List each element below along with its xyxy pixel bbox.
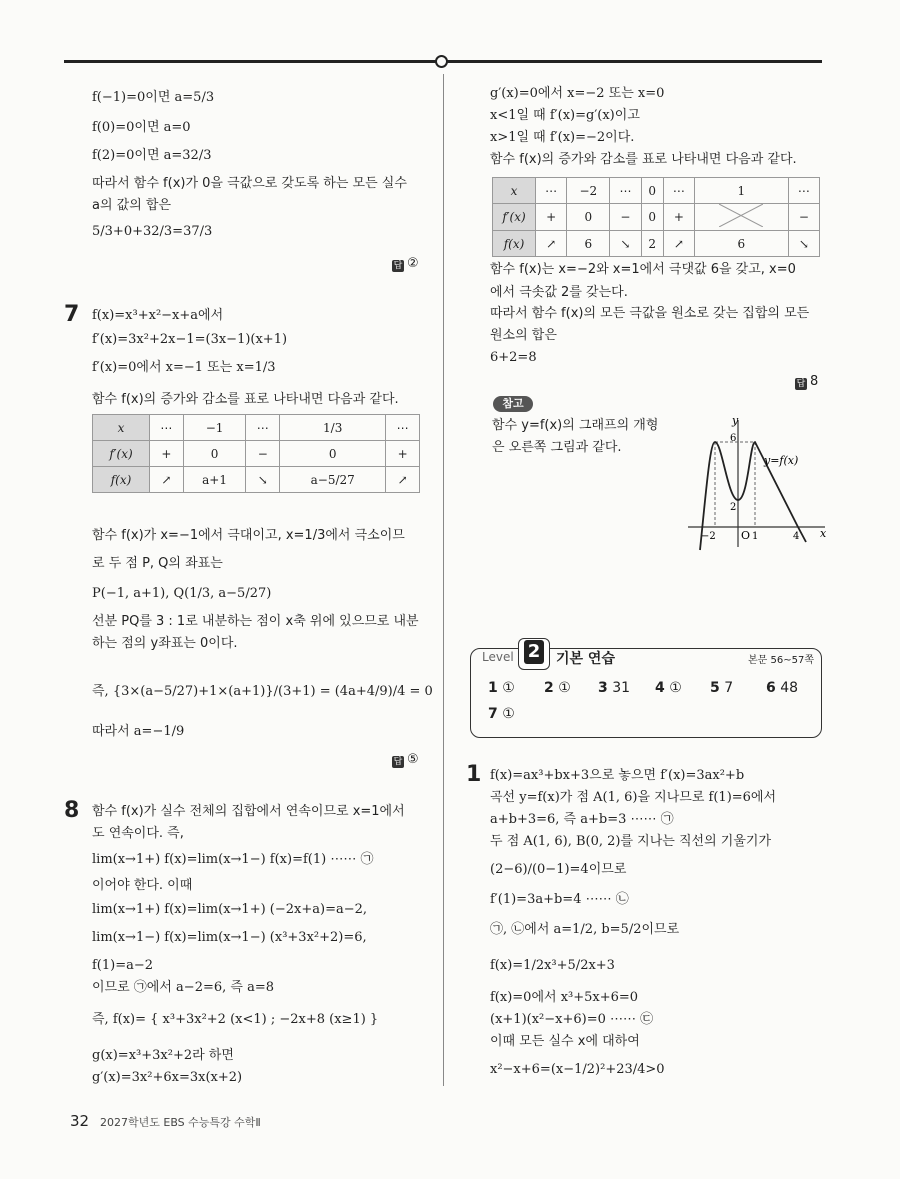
text-line: f(2)=0이면 a=32/3 [92, 148, 212, 163]
table-cell: + [536, 204, 567, 231]
table-cell: x [93, 415, 150, 441]
answer-box-icon: 답 [393, 757, 403, 767]
table-row [493, 178, 820, 204]
list-item [710, 680, 733, 696]
y-axis-label: y [732, 414, 739, 427]
text-line: x>1일 때 f′(x)=−2이다. [490, 130, 635, 145]
text-line: 에서 극솟값 2를 갖는다. [490, 285, 628, 300]
tick-label: −2 [701, 531, 716, 542]
column-divider [443, 74, 444, 1086]
curve-label: y=f(x) [764, 454, 799, 467]
text-line: 선분 PQ를 3 : 1로 내분하는 점이 x축 위에 있으므로 내분 [92, 614, 419, 629]
top-rule-dot [435, 55, 448, 68]
text-line: a의 값의 합은 [92, 198, 172, 213]
tick-label: 6 [730, 433, 737, 444]
item-answer: 48 [780, 680, 799, 696]
table-cell: 6 [567, 231, 610, 257]
level-title: 기본 연습 [556, 651, 615, 667]
text-line: lim(x→1−) f(x)=lim(x→1−) (x³+3x²+2)=6, [92, 930, 367, 945]
variation-table-7 [92, 414, 420, 493]
table-cell: 0 [641, 178, 663, 204]
table-cell: x [493, 178, 536, 204]
text-line: 로 두 점 P, Q의 좌표는 [92, 556, 223, 571]
table-cell: 2 [641, 231, 663, 257]
table-row [93, 415, 420, 441]
item-answer: ① [502, 680, 515, 696]
text-line: 원소의 합은 [490, 328, 557, 343]
page-number: 32 [70, 1112, 90, 1130]
table-cell: f′(x) [493, 204, 536, 231]
table-cell: ↘ [246, 467, 280, 493]
text-line: 즉, f(x)= { x³+3x²+2 (x<1) ; −2x+8 (x≥1) } [92, 1012, 379, 1027]
list-item [544, 680, 571, 696]
text-line: x<1일 때 f′(x)=g′(x)이고 [490, 108, 640, 123]
text-line: 이므로 ㉠에서 a−2=6, 즉 a=8 [92, 980, 275, 995]
table-cell: − [788, 204, 819, 231]
table-cell: f(x) [493, 231, 536, 257]
text-line: (x+1)(x²−x+6)=0 ⋯⋯ ㉢ [490, 1012, 654, 1027]
table-cell: 6 [694, 231, 788, 257]
text-line: f(1)=a−2 [92, 958, 154, 973]
table-cell: ⋯ [536, 178, 567, 204]
text-line: 함수 f(x)가 실수 전체의 집합에서 연속이므로 x=1에서 [92, 804, 405, 819]
table-cell: 0 [280, 441, 386, 467]
text-line: 은 오른쪽 그림과 같다. [492, 440, 622, 455]
item-number: 6 [766, 680, 776, 696]
table-row [493, 231, 820, 257]
answer-value: ⑤ [407, 752, 419, 767]
table-cell: ⋯ [150, 415, 184, 441]
table-cell: 0 [641, 204, 663, 231]
text-line: 함수 f(x)가 x=−1에서 극대이고, x=1/3에서 극소이므 [92, 528, 405, 543]
problem-number: 8 [64, 798, 80, 823]
text-line: f′(1)=3a+b=4 ⋯⋯ ㉡ [490, 892, 629, 907]
text-line: ㉠, ㉡에서 a=1/2, b=5/2이므로 [490, 922, 680, 937]
text-line: f′(x)=0에서 x=−1 또는 x=1/3 [92, 360, 276, 375]
table-cell: ⋯ [386, 415, 420, 441]
tick-label: 1 [752, 531, 759, 542]
table-cell: f(x) [93, 467, 150, 493]
table-cell: ↘ [788, 231, 819, 257]
table-cell-crossed [694, 204, 788, 231]
table-cell: ↗ [536, 231, 567, 257]
text-line: 따라서 함수 f(x)의 모든 극값을 원소로 갖는 집합의 모든 [490, 306, 810, 321]
table-cell: + [150, 441, 184, 467]
answer-box-icon: 답 [393, 261, 403, 271]
list-item [488, 706, 515, 722]
function-graph [680, 412, 830, 552]
table-cell: ↗ [386, 467, 420, 493]
text-line: 곡선 y=f(x)가 점 A(1, 6)을 지나므로 f(1)=6에서 [490, 790, 777, 805]
table-cell: ↗ [663, 231, 694, 257]
table-cell: − [610, 204, 641, 231]
item-number: 2 [544, 680, 554, 696]
list-item [766, 680, 798, 696]
book-title: 2027학년도 EBS 수능특강 수학Ⅱ [100, 1116, 261, 1129]
table-cell: a−5/27 [280, 467, 386, 493]
text-line: x²−x+6=(x−1/2)²+23/4>0 [490, 1062, 665, 1077]
tick-label: 4 [793, 531, 800, 542]
text-line: g′(x)=0에서 x=−2 또는 x=0 [490, 86, 665, 101]
text-line: 따라서 a=−1/9 [92, 724, 185, 739]
item-answer: ① [502, 706, 515, 722]
item-number: 4 [655, 680, 665, 696]
table-cell: a+1 [183, 467, 246, 493]
note-label: 참고 [493, 396, 533, 412]
table-cell: −1 [183, 415, 246, 441]
text-line: a+b+3=6, 즉 a+b=3 ⋯⋯ ㉠ [490, 812, 674, 827]
table-cell: ⋯ [788, 178, 819, 204]
text-line: lim(x→1+) f(x)=lim(x→1−) f(x)=f(1) ⋯⋯ ㉠ [92, 852, 374, 867]
answer-box-icon: 답 [796, 379, 806, 389]
table-cell: ↗ [150, 467, 184, 493]
table-cell: 0 [183, 441, 246, 467]
text-line: 이때 모든 실수 x에 대하여 [490, 1034, 640, 1049]
text-line: 함수 y=f(x)의 그래프의 개형 [492, 418, 659, 433]
problem-number: 1 [466, 762, 482, 787]
text-line: (2−6)/(0−1)=4이므로 [490, 862, 627, 877]
table-cell: 0 [567, 204, 610, 231]
answer-mark [392, 752, 419, 768]
answer-value: ② [407, 256, 419, 271]
text-line: g(x)=x³+3x²+2라 하면 [92, 1048, 234, 1063]
text-line: 함수 f(x)의 증가와 감소를 표로 나타내면 다음과 같다. [92, 392, 399, 407]
text-line: f(x)=0에서 x³+5x+6=0 [490, 990, 639, 1005]
table-cell: + [663, 204, 694, 231]
list-item [655, 680, 682, 696]
text-line: 도 연속이다. 즉, [92, 826, 184, 841]
table-cell: f′(x) [93, 441, 150, 467]
item-number: 1 [488, 680, 498, 696]
text-line: P(−1, a+1), Q(1/3, a−5/27) [92, 586, 272, 601]
list-item [598, 680, 630, 696]
table-cell: 1/3 [280, 415, 386, 441]
table-row [93, 467, 420, 493]
problem-number: 7 [64, 302, 80, 327]
text-line: lim(x→1+) f(x)=lim(x→1+) (−2x+a)=a−2, [92, 902, 368, 917]
text-line: 5/3+0+32/3=37/3 [92, 224, 213, 239]
table-cell: 1 [694, 178, 788, 204]
item-answer: 31 [612, 680, 631, 696]
text-line: f(−1)=0이면 a=5/3 [92, 90, 215, 105]
item-answer: ① [669, 680, 682, 696]
answer-mark [392, 256, 419, 272]
level-word: Level [482, 650, 514, 664]
table-cell: − [246, 441, 280, 467]
text-line: 함수 f(x)의 증가와 감소를 표로 나타내면 다음과 같다. [490, 152, 797, 167]
table-cell: ⋯ [610, 178, 641, 204]
table-cell: ⋯ [663, 178, 694, 204]
text-line: f(x)=1/2x³+5/2x+3 [490, 958, 615, 973]
text-line: f(x)=ax³+bx+3으로 놓으면 f′(x)=3ax²+b [490, 768, 745, 783]
table-row [93, 441, 420, 467]
level-number: 2 [524, 640, 544, 664]
variation-table-8 [492, 177, 820, 257]
text-line: 두 점 A(1, 6), B(0, 2)를 지나는 직선의 기울기가 [490, 834, 772, 849]
text-line: f(x)=x³+x²−x+a에서 [92, 308, 224, 323]
item-number: 5 [710, 680, 720, 696]
table-cell: −2 [567, 178, 610, 204]
text-line: 함수 f(x)는 x=−2와 x=1에서 극댓값 6을 갖고, x=0 [490, 262, 796, 277]
text-line: 6+2=8 [490, 350, 537, 365]
text-line: 하는 점의 y좌표는 0이다. [92, 636, 238, 651]
item-answer: ① [558, 680, 571, 696]
cross-icon [719, 204, 763, 227]
text-line: f′(x)=3x²+2x−1=(3x−1)(x+1) [92, 332, 288, 347]
tick-label: 2 [730, 502, 737, 513]
text-line: 즉, {3×(a−5/27)+1×(a+1)}/(3+1) = (4a+4/9)/4 = 0 [92, 684, 433, 699]
answer-mark [795, 374, 818, 390]
table-cell: ↘ [610, 231, 641, 257]
table-cell: ⋯ [246, 415, 280, 441]
item-number: 7 [488, 706, 498, 722]
item-answer: 7 [724, 680, 734, 696]
table-cell: + [386, 441, 420, 467]
table-row [493, 204, 820, 231]
text-line: 따라서 함수 f(x)가 0을 극값으로 갖도록 하는 모든 실수 [92, 176, 407, 191]
answer-value: 8 [810, 374, 819, 389]
item-number: 3 [598, 680, 608, 696]
list-item [488, 680, 515, 696]
origin-label: O [741, 529, 751, 542]
x-axis-label: x [820, 527, 827, 540]
text-line: g′(x)=3x²+6x=3x(x+2) [92, 1070, 243, 1085]
text-line: f(0)=0이면 a=0 [92, 120, 191, 135]
level-pages: 본문 56~57쪽 [748, 655, 814, 666]
text-line: 이어야 한다. 이때 [92, 878, 193, 893]
